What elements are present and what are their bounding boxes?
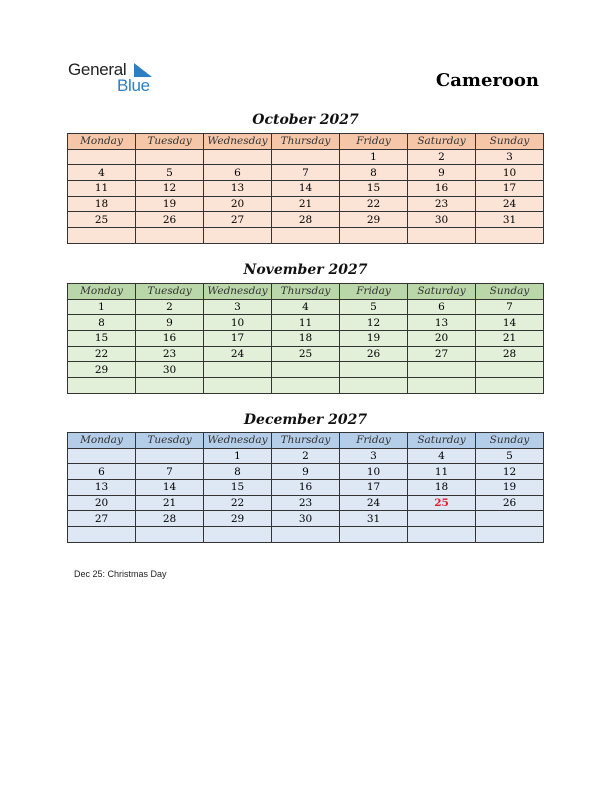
day-cell: 24 (476, 196, 544, 212)
calendar-october (67, 133, 544, 244)
day-cell: 7 (476, 299, 544, 315)
day-cell: 6 (68, 464, 136, 480)
day-cell: 16 (408, 181, 476, 197)
day-cell: 11 (408, 464, 476, 480)
day-cell: 2 (272, 448, 340, 464)
day-cell: 6 (408, 299, 476, 315)
day-cell: 18 (272, 331, 340, 347)
week-row (68, 212, 544, 228)
day-cell: 28 (476, 346, 544, 362)
empty-day-cell (408, 228, 476, 244)
day-cell: 31 (340, 511, 408, 527)
day-cell: 30 (272, 511, 340, 527)
day-cell: 21 (476, 331, 544, 347)
empty-day-cell (340, 362, 408, 378)
day-cell: 22 (204, 495, 272, 511)
weekday-header: Monday (68, 134, 136, 150)
empty-day-cell (340, 228, 408, 244)
day-cell: 1 (340, 149, 408, 165)
empty-day-cell (476, 511, 544, 527)
day-cell: 4 (68, 165, 136, 181)
day-cell: 18 (68, 196, 136, 212)
weekday-header: Thursday (272, 134, 340, 150)
empty-day-cell (204, 362, 272, 378)
empty-day-cell (476, 228, 544, 244)
day-cell: 12 (340, 315, 408, 331)
day-cell: 30 (136, 362, 204, 378)
month-title-november: November 2027 (243, 262, 368, 278)
holiday-note: Dec 25: Christmas Day (74, 569, 167, 579)
weekday-header: Wednesday (204, 284, 272, 300)
empty-day-cell (204, 228, 272, 244)
week-row (68, 149, 544, 165)
day-cell: 8 (68, 315, 136, 331)
weekday-header: Tuesday (136, 433, 204, 449)
weekday-header: Sunday (476, 284, 544, 300)
day-cell: 17 (204, 331, 272, 347)
weekday-header: Wednesday (204, 134, 272, 150)
day-cell: 25 (272, 346, 340, 362)
weekday-header-row (68, 284, 544, 300)
week-row (68, 165, 544, 181)
logo-triangle-icon (134, 63, 152, 77)
day-cell: 19 (136, 196, 204, 212)
day-cell: 25 (408, 495, 476, 511)
empty-day-cell (340, 527, 408, 543)
country-title: Cameroon (435, 70, 539, 91)
empty-day-cell (408, 527, 476, 543)
day-cell: 10 (476, 165, 544, 181)
day-cell: 12 (476, 464, 544, 480)
day-cell: 29 (340, 212, 408, 228)
day-cell: 1 (68, 299, 136, 315)
empty-day-cell (408, 378, 476, 394)
day-cell: 24 (340, 495, 408, 511)
day-cell: 2 (408, 149, 476, 165)
day-cell: 6 (204, 165, 272, 181)
week-row (68, 315, 544, 331)
day-cell: 24 (204, 346, 272, 362)
logo-text-general: General (68, 60, 127, 79)
day-cell: 7 (136, 464, 204, 480)
day-cell: 21 (272, 196, 340, 212)
day-cell: 1 (204, 448, 272, 464)
empty-day-cell (204, 378, 272, 394)
weekday-header: Friday (340, 433, 408, 449)
day-cell: 8 (204, 464, 272, 480)
day-cell: 15 (340, 181, 408, 197)
day-cell: 3 (476, 149, 544, 165)
day-cell: 27 (204, 212, 272, 228)
calendar-november (67, 283, 544, 394)
weekday-header-row (68, 134, 544, 150)
day-cell: 29 (68, 362, 136, 378)
week-row (68, 464, 544, 480)
day-cell: 3 (340, 448, 408, 464)
day-cell: 26 (476, 495, 544, 511)
empty-day-cell (136, 149, 204, 165)
day-cell: 11 (272, 315, 340, 331)
day-cell: 28 (136, 511, 204, 527)
day-cell: 20 (408, 331, 476, 347)
empty-day-cell (340, 378, 408, 394)
day-cell: 15 (204, 480, 272, 496)
weekday-header: Tuesday (136, 284, 204, 300)
empty-day-cell (68, 527, 136, 543)
weekday-header: Sunday (476, 134, 544, 150)
day-cell: 14 (476, 315, 544, 331)
week-row (68, 511, 544, 527)
day-cell: 8 (340, 165, 408, 181)
empty-day-cell (272, 378, 340, 394)
day-cell: 23 (136, 346, 204, 362)
empty-day-cell (204, 527, 272, 543)
day-cell: 23 (272, 495, 340, 511)
weekday-header: Friday (340, 134, 408, 150)
empty-day-cell (68, 448, 136, 464)
day-cell: 20 (68, 495, 136, 511)
day-cell: 28 (272, 212, 340, 228)
month-title-december: December 2027 (243, 412, 368, 428)
day-cell: 15 (68, 331, 136, 347)
empty-day-cell (272, 362, 340, 378)
week-row (68, 299, 544, 315)
month-title-october: October 2027 (252, 112, 359, 128)
weekday-header: Saturday (408, 433, 476, 449)
day-cell: 25 (68, 212, 136, 228)
weekday-header: Saturday (408, 284, 476, 300)
week-row (68, 228, 544, 244)
day-cell: 13 (68, 480, 136, 496)
day-cell: 19 (476, 480, 544, 496)
empty-day-cell (408, 362, 476, 378)
day-cell: 5 (476, 448, 544, 464)
day-cell: 16 (136, 331, 204, 347)
empty-day-cell (68, 149, 136, 165)
weekday-header: Wednesday (204, 433, 272, 449)
day-cell: 9 (408, 165, 476, 181)
day-cell: 16 (272, 480, 340, 496)
day-cell: 3 (204, 299, 272, 315)
day-cell: 30 (408, 212, 476, 228)
empty-day-cell (476, 378, 544, 394)
empty-day-cell (272, 149, 340, 165)
week-row (68, 527, 544, 543)
weekday-header: Saturday (408, 134, 476, 150)
day-cell: 12 (136, 181, 204, 197)
logo (68, 60, 168, 98)
week-row (68, 495, 544, 511)
day-cell: 13 (408, 315, 476, 331)
day-cell: 4 (272, 299, 340, 315)
week-row (68, 448, 544, 464)
day-cell: 9 (272, 464, 340, 480)
day-cell: 10 (340, 464, 408, 480)
day-cell: 22 (340, 196, 408, 212)
week-row (68, 196, 544, 212)
day-cell: 5 (136, 165, 204, 181)
day-cell: 19 (340, 331, 408, 347)
day-cell: 23 (408, 196, 476, 212)
day-cell: 17 (340, 480, 408, 496)
weekday-header: Monday (68, 284, 136, 300)
empty-day-cell (68, 228, 136, 244)
day-cell: 26 (136, 212, 204, 228)
day-cell: 7 (272, 165, 340, 181)
day-cell: 27 (68, 511, 136, 527)
weekday-header: Thursday (272, 433, 340, 449)
empty-day-cell (476, 527, 544, 543)
weekday-header: Monday (68, 433, 136, 449)
day-cell: 13 (204, 181, 272, 197)
day-cell: 10 (204, 315, 272, 331)
empty-day-cell (272, 228, 340, 244)
empty-day-cell (476, 362, 544, 378)
weekday-header: Thursday (272, 284, 340, 300)
empty-day-cell (136, 378, 204, 394)
day-cell: 29 (204, 511, 272, 527)
day-cell: 14 (136, 480, 204, 496)
day-cell: 5 (340, 299, 408, 315)
day-cell: 27 (408, 346, 476, 362)
calendar-december (67, 432, 544, 543)
weekday-header: Friday (340, 284, 408, 300)
day-cell: 4 (408, 448, 476, 464)
week-row (68, 480, 544, 496)
week-row (68, 362, 544, 378)
week-row (68, 331, 544, 347)
empty-day-cell (136, 448, 204, 464)
empty-day-cell (408, 511, 476, 527)
day-cell: 14 (272, 181, 340, 197)
day-cell: 20 (204, 196, 272, 212)
day-cell: 17 (476, 181, 544, 197)
day-cell: 22 (68, 346, 136, 362)
empty-day-cell (204, 149, 272, 165)
empty-day-cell (272, 527, 340, 543)
day-cell: 31 (476, 212, 544, 228)
empty-day-cell (68, 378, 136, 394)
weekday-header-row (68, 433, 544, 449)
day-cell: 9 (136, 315, 204, 331)
logo-text-blue: Blue (117, 76, 150, 95)
week-row (68, 181, 544, 197)
day-cell: 11 (68, 181, 136, 197)
weekday-header: Sunday (476, 433, 544, 449)
day-cell: 2 (136, 299, 204, 315)
day-cell: 21 (136, 495, 204, 511)
empty-day-cell (136, 527, 204, 543)
empty-day-cell (136, 228, 204, 244)
weekday-header: Tuesday (136, 134, 204, 150)
day-cell: 26 (340, 346, 408, 362)
day-cell: 18 (408, 480, 476, 496)
week-row (68, 378, 544, 394)
week-row (68, 346, 544, 362)
